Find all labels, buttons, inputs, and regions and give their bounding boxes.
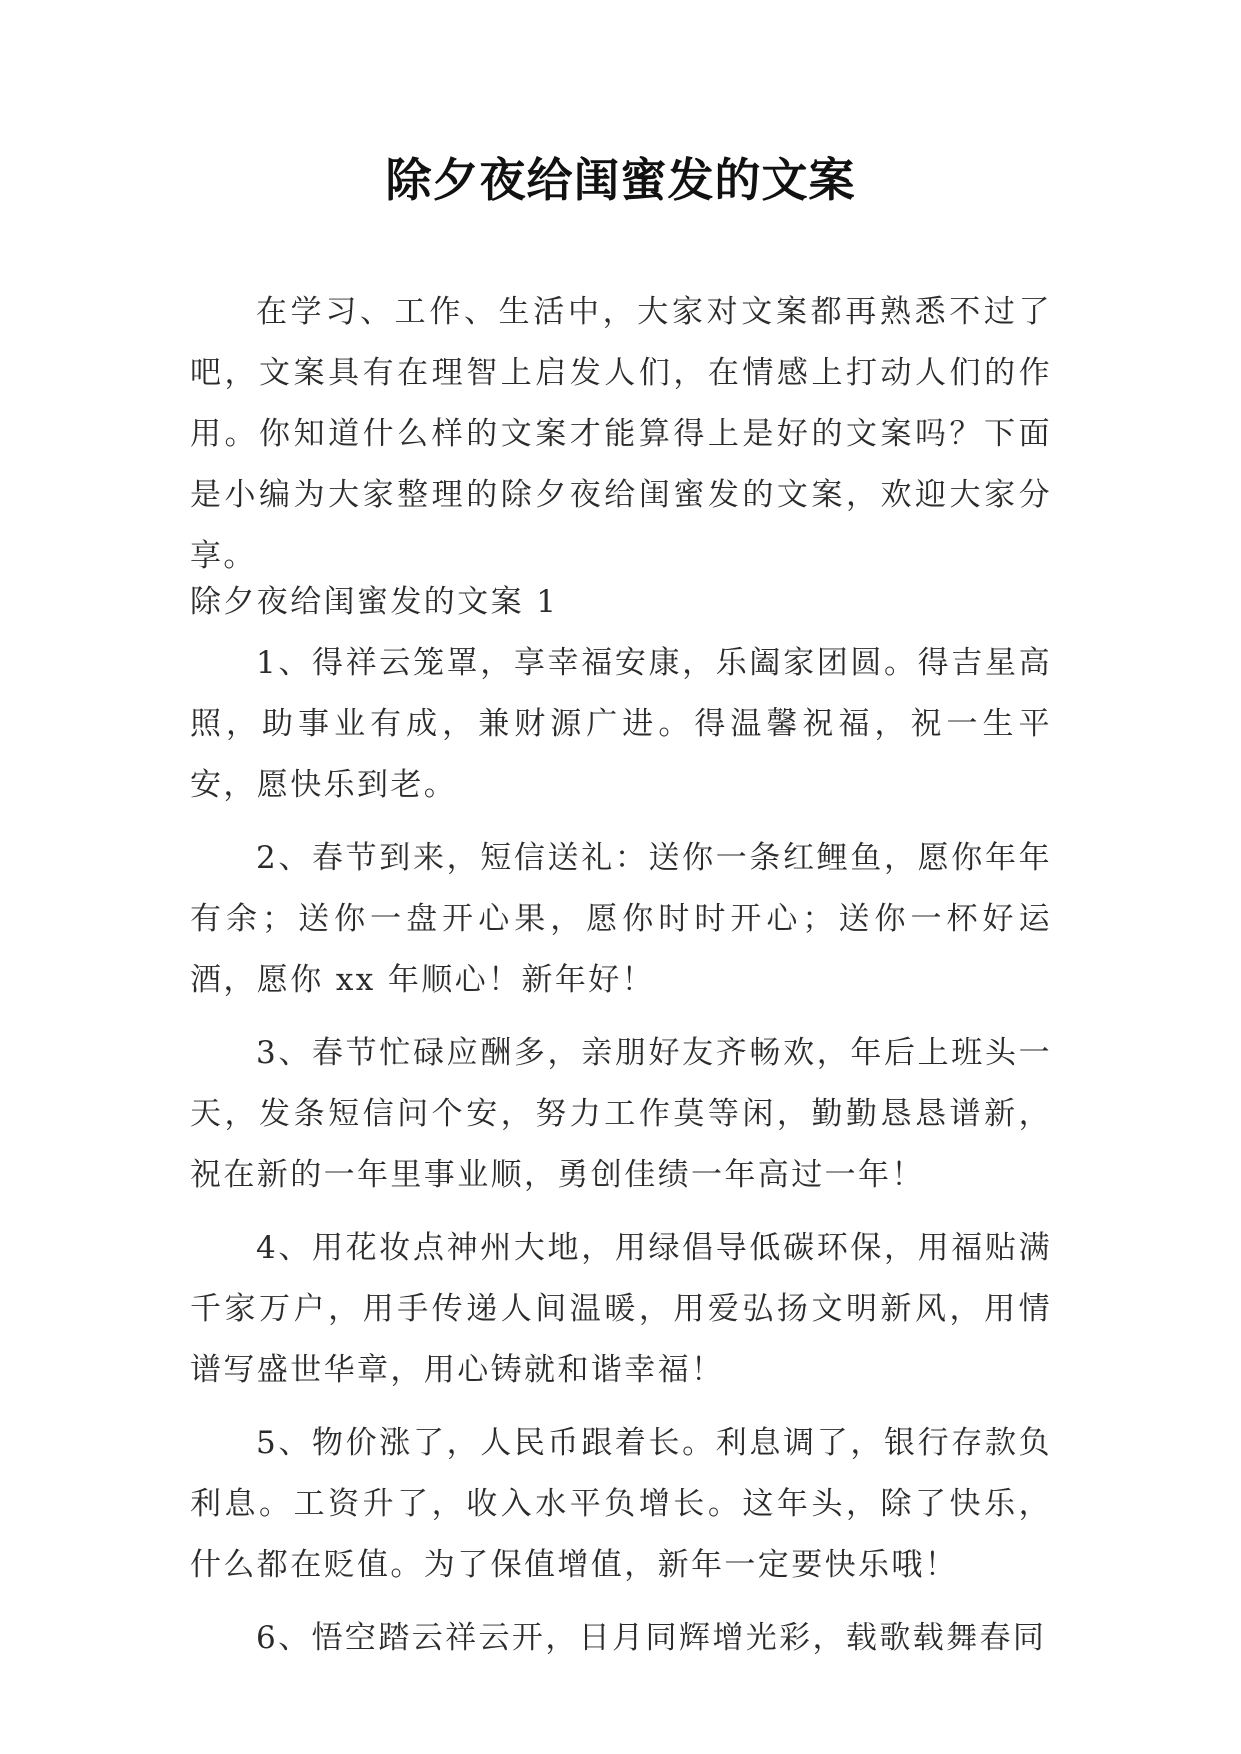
list-item: 4、用花妆点神州大地，用绿倡导低碳环保，用福贴满千家万户，用手传递人间温暖，用爱弘扬文明新风，用情谱写盛世华章，用心铸就和谐幸福！ xyxy=(190,1230,1052,1388)
document-title: 除夕夜给闺蜜发的文案 xyxy=(385,153,856,207)
list-item: 1、得祥云笼罩，享幸福安康，乐阖家团圆。得吉星高照，助事业有成，兼财源广进。得温馨祝福，祝一生平安，愿快乐到老。 xyxy=(190,645,1052,803)
greeting-list xyxy=(190,633,1052,1681)
list-item: 3、春节忙碌应酬多，亲朋好友齐畅欢，年后上班头一天，发条短信问个安，努力工作莫等闲，勤勤恳恳谱新，祝在新的一年里事业顺，勇创佳绩一年高过一年！ xyxy=(190,1035,1052,1193)
list-item: 2、春节到来，短信送礼：送你一条红鲤鱼，愿你年年有余；送你一盘开心果，愿你时时开心；送你一杯好运酒，愿你 xx 年顺心！新年好！ xyxy=(190,840,1052,998)
intro-paragraph: 在学习、工作、生活中，大家对文案都再熟悉不过了吧，文案具有在理智上启发人们，在情感上打动人们的作用。你知道什么样的文案才能算得上是好的文案吗？下面是小编为大家整理的除夕夜给闺蜜发的文案，欢迎大家分享。 xyxy=(190,294,1052,574)
list-item: 5、物价涨了，人民币跟着长。利息调了，银行存款负利息。工资升了，收入水平负增长。这年头，除了快乐，什么都在贬值。为了保值增值，新年一定要快乐哦！ xyxy=(190,1425,1052,1583)
list-item: 6、悟空踏云祥云开，日月同辉增光彩，载歌载舞春同 xyxy=(256,1620,1047,1656)
section-heading: 除夕夜给闺蜜发的文案 1 xyxy=(190,584,559,620)
